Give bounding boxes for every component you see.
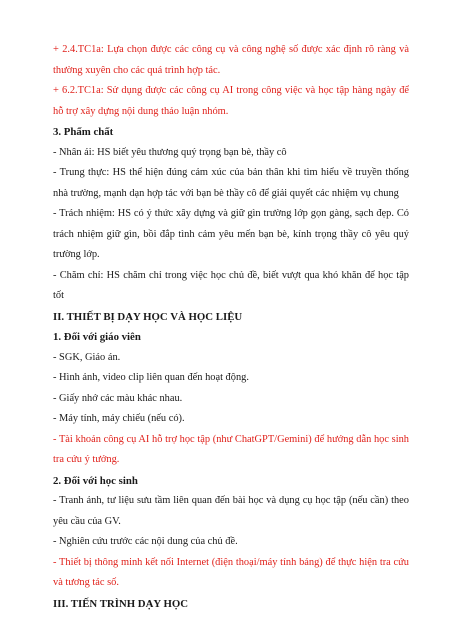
teacher-item-ai-account: - Tài khoản công cụ AI hỗ trợ học tập (như ChatGPT/Gemini) để hướng dẫn học sinh tra cứu ý tưởng.	[53, 433, 409, 465]
teacher-item-computer: - Máy tính, máy chiếu (nếu có).	[53, 413, 185, 424]
competency-2-4-tc1a: + 2.4.TC1a: Lựa chọn được các công cụ và công nghệ số được xác định rõ ràng và thường xuyên cho các quá trình hợp tác.	[53, 44, 409, 76]
quality-nhan-ai: - Nhân ái: HS biết yêu thương quý trọng bạn bè, thầy cô	[53, 146, 287, 158]
quality-cham-chi: - Chăm chỉ: HS chăm chỉ trong việc học chủ đề, biết vượt qua khó khăn để học tập tốt	[53, 269, 409, 301]
document-page	[53, 40, 409, 614]
subheading-hoc-sinh: 2. Đối với học sinh	[53, 474, 138, 487]
student-item-smart-device: - Thiết bị thông minh kết nối Internet (điện thoại/máy tính bảng) để thực hiện tra cứu và tương tác số.	[53, 556, 409, 588]
teacher-item-sgk: - SGK, Giáo án.	[53, 351, 121, 363]
subheading-giao-vien: 1. Đối với giáo viên	[53, 331, 141, 343]
section-heading-thiet-bi: II. THIẾT BỊ DẠY HỌC VÀ HỌC LIỆU	[53, 310, 243, 323]
teacher-item-sticky-notes: - Giấy nhớ các màu khác nhau.	[53, 392, 183, 404]
quality-trung-thuc: - Trung thực: HS thể hiện đúng cảm xúc của bản thân khi tìm hiểu về truyền thống nhà trường, mạnh dạn hợp tác với bạn bè thầy cô để giải quyết các nhiệm vụ chung	[53, 167, 409, 199]
quality-trach-nhiem: - Trách nhiệm: HS có ý thức xây dựng và giữ gìn trường lớp gọn gàng, sạch đẹp. Có trách nhiệm giữ gìn, bồi đắp tình cảm yêu mến bạn bè, kính trọng thầy cô yêu quý trường lớp.	[53, 208, 409, 260]
student-item-research: - Nghiên cứu trước các nội dung của chủ đề.	[53, 536, 238, 547]
competency-6-2-tc1a: + 6.2.TC1a: Sử dụng được các công cụ AI trong công việc và học tập hàng ngày để hỗ trợ xây dựng nội dung thảo luận nhóm.	[53, 85, 409, 117]
section-heading-tien-trinh: III. TIẾN TRÌNH DẠY HỌC	[53, 597, 189, 610]
heading-pham-chat: 3. Phẩm chất	[53, 126, 114, 138]
teacher-item-media: - Hình ảnh, video clip liên quan đến hoạt động.	[53, 372, 249, 383]
student-item-materials: - Tranh ảnh, tư liệu sưu tầm liên quan đến bài học và dụng cụ học tập (nếu cần) theo yêu cầu của GV.	[53, 495, 409, 527]
